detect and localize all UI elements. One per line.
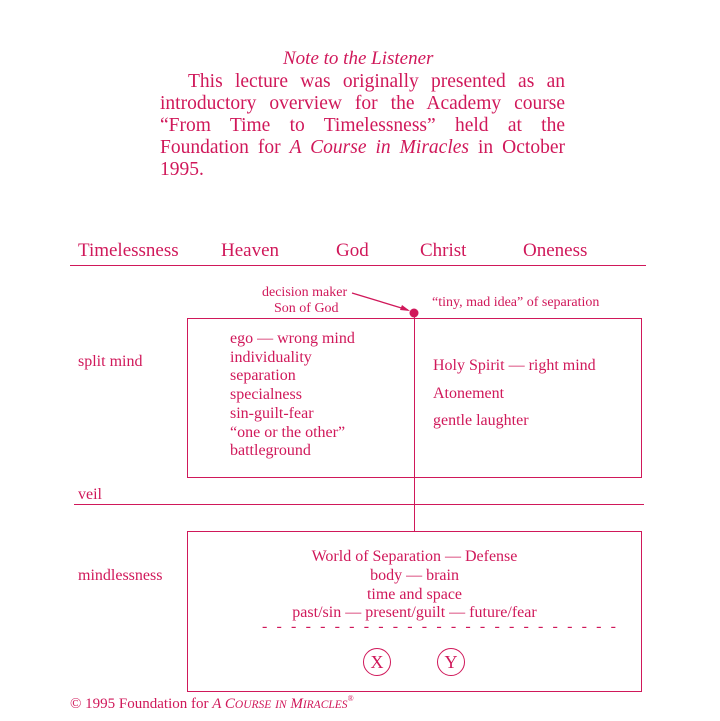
header-term-heaven: Heaven (221, 240, 280, 261)
header-term-oneness: Oneness (523, 240, 588, 261)
ego-list-item: “one or the other” (230, 423, 346, 441)
copyright-line (70, 696, 354, 713)
ego-list (230, 330, 355, 461)
veil-line (74, 504, 644, 505)
mindlessness-label: mindlessness (78, 567, 163, 584)
registered-mark: ® (347, 694, 354, 703)
decision-maker-label: decision maker (262, 285, 348, 300)
decision-arrow-line (352, 293, 408, 310)
holy-spirit-list-item: Holy Spirit — right mind (433, 357, 596, 374)
world-line: World of Separation — Defense (311, 548, 518, 565)
ego-list-item: battleground (230, 442, 311, 460)
holy-spirit-list-item: Atonement (433, 384, 505, 402)
note-title: Note to the Listener (283, 48, 434, 69)
decision-arrow-head (400, 305, 410, 311)
center-divider-line (414, 313, 415, 531)
header-term-god: God (336, 240, 369, 261)
copyright-prefix: © 1995 Foundation for (70, 696, 213, 712)
holy-spirit-list-item: gentle laughter (433, 412, 529, 429)
world-of-separation-text (187, 548, 642, 623)
tiny-mad-idea-label: “tiny, mad idea” of separation (432, 295, 600, 310)
veil-label: veil (78, 486, 102, 503)
note-text-before: This lecture was originally presented as an introductory overview for the Academy course “From Time to Timelessness” held at the Foundation for (160, 71, 565, 158)
split-mind-label: split mind (78, 353, 143, 370)
note-text-after: in October 1995. (160, 137, 565, 180)
circle-y: Y (437, 648, 465, 676)
holy-spirit-list (433, 357, 596, 440)
world-line: past/sin — present/guilt — future/fear (292, 604, 537, 622)
circle-x: X (363, 648, 391, 676)
ego-list-item: individuality (230, 348, 312, 366)
ego-list-item: separation (230, 367, 296, 385)
world-line: body — brain (370, 566, 459, 584)
son-of-god-label: Son of God (274, 301, 339, 316)
header-term-timelessness: Timelessness (78, 240, 179, 261)
header-term-christ: Christ (420, 240, 467, 261)
copyright-book-title: A COURSE IN MIRACLES (212, 696, 348, 712)
ego-list-item: sin-guilt-fear (230, 404, 314, 422)
world-line: time and space (366, 585, 463, 603)
note-text-italic: A Course in Miracles (289, 137, 469, 158)
dashed-separator: - - - - - - - - - - - - - - - - - - - - - - - - - (262, 618, 619, 635)
ego-list-item: ego — wrong mind (230, 330, 355, 347)
ego-list-item: specialness (230, 386, 302, 404)
